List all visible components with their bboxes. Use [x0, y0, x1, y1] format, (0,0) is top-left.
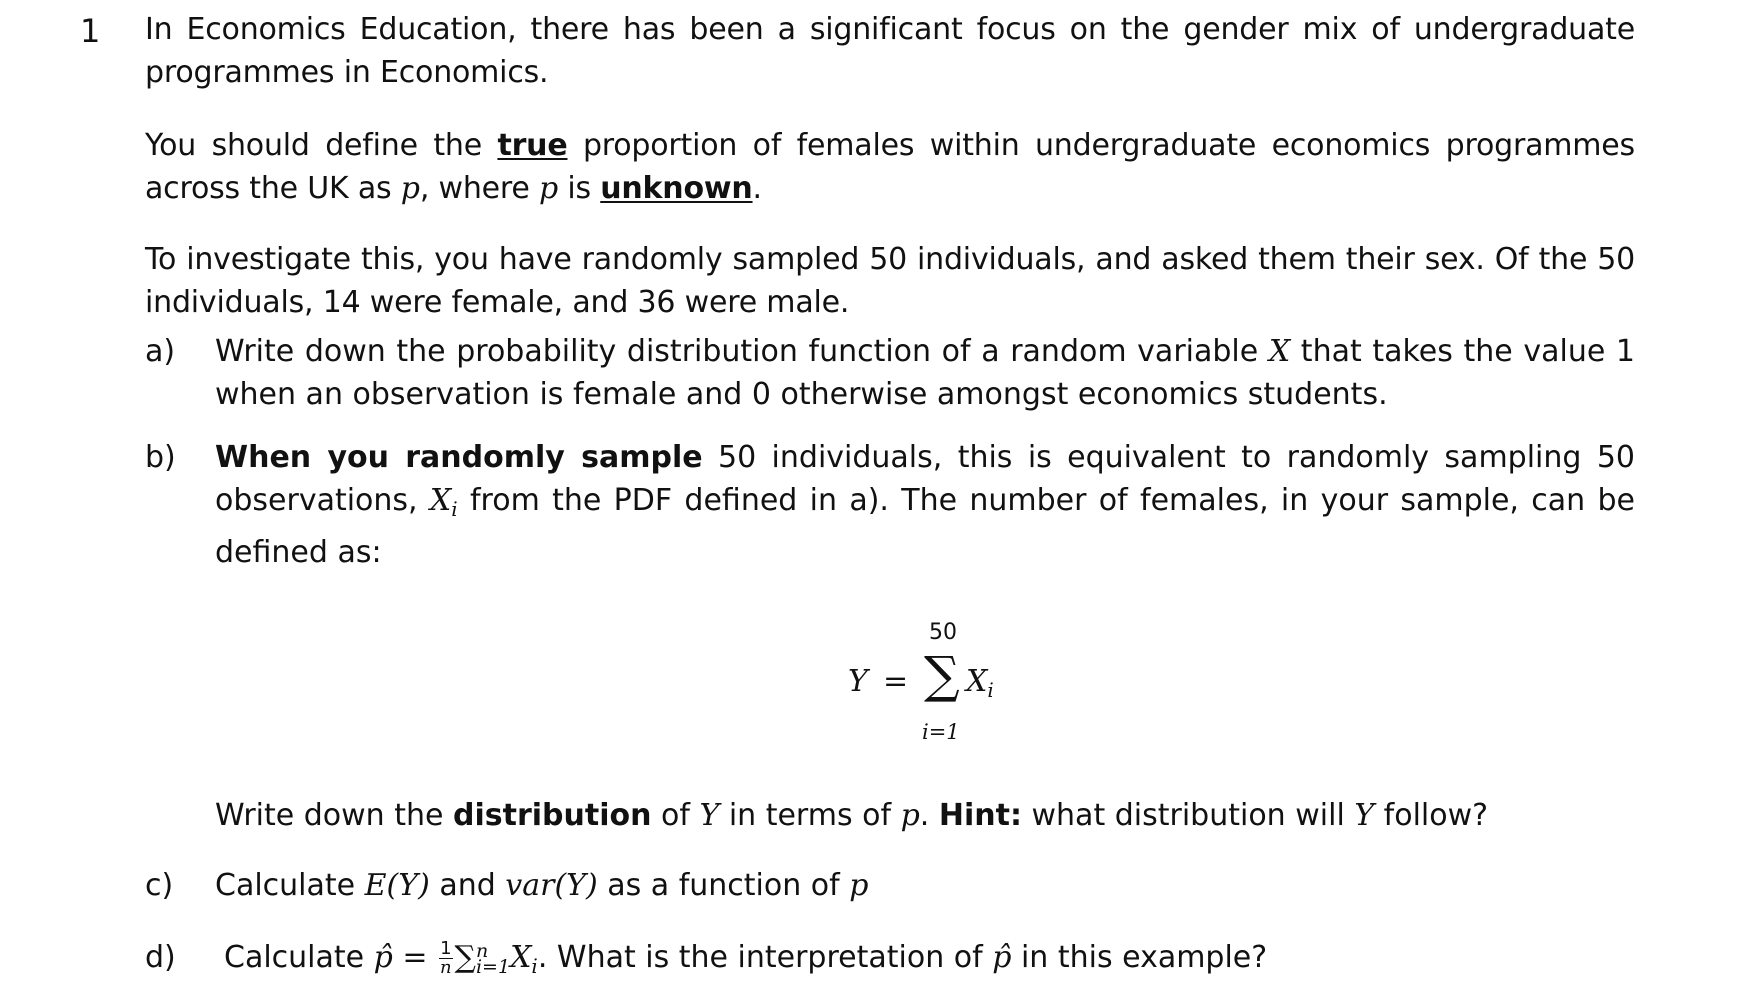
- true-word: true: [497, 128, 568, 163]
- p-symbol: p: [400, 171, 420, 206]
- fraction-numerator: 1: [440, 938, 452, 959]
- define-text: .: [752, 171, 762, 206]
- intro-paragraph: In Economics Education, there has been a significant focus on the gender mix of undergraduate programmes in Economics.: [145, 12, 1635, 90]
- follow-text: .: [919, 798, 939, 833]
- fraction-denominator: n: [440, 957, 452, 978]
- sigma-symbol: ∑: [454, 940, 476, 975]
- x-variable: X: [510, 940, 532, 975]
- investigate-paragraph: To investigate this, you have randomly sampled 50 individuals, and asked them their sex. Of the 50 individuals, 14 were female, and 36 were male.: [145, 242, 1635, 320]
- xi-variable: X: [429, 483, 452, 518]
- p-hat: p̂: [992, 940, 1012, 975]
- define-text: proportion of females within undergraduate economics programmes across the UK as: [145, 128, 1635, 206]
- sum-lower-limit: i=1: [475, 955, 511, 978]
- x-subscript: i: [531, 954, 538, 978]
- part-c-text: [215, 864, 1635, 907]
- part-b-text2: from the PDF defined in a). The number of females, in your sample, can be defined as:: [215, 483, 1635, 570]
- part-a-text1: Write down the probability distribution function of a random variable: [215, 334, 1269, 369]
- part-d-text2: . What is the interpretation of: [537, 940, 993, 975]
- define-text: , where: [419, 171, 539, 206]
- y-variable: Y: [699, 798, 720, 833]
- p-hat: p̂: [373, 940, 393, 975]
- hint-text: follow?: [1374, 798, 1489, 833]
- sum-lower-limit: i=1: [922, 720, 960, 744]
- hint-label: Hint:: [938, 798, 1022, 833]
- p-symbol: p: [900, 798, 920, 833]
- part-d-text3: in this example?: [1011, 940, 1268, 975]
- define-paragraph: [145, 124, 1635, 210]
- formula-equals: =: [883, 664, 909, 699]
- p-symbol: p: [849, 868, 869, 903]
- part-c-text3: as a function of: [597, 868, 850, 903]
- expectation-y: E(Y): [364, 868, 430, 903]
- part-b-text1: 50 individuals, this is equivalent to randomly sampling 50 observations,: [215, 440, 1635, 518]
- part-b-label: b): [145, 440, 176, 475]
- sum-upper-limit: n: [475, 939, 489, 962]
- part-a-text2: that takes the value 1 when an observation is female and 0 otherwise amongst economics students.: [215, 334, 1636, 412]
- follow-text: of: [651, 798, 700, 833]
- unknown-word: unknown: [600, 171, 753, 206]
- question-number: 1: [80, 12, 101, 50]
- sum-limits: [475, 939, 511, 978]
- follow-text: in terms of: [719, 798, 901, 833]
- xi-subscript: i: [451, 497, 458, 521]
- define-text: You should define the: [145, 128, 498, 163]
- part-d-text1: Calculate: [224, 940, 374, 975]
- part-b-follow-text: [215, 794, 1635, 837]
- part-b-bold: When you randomly sample: [215, 440, 703, 475]
- define-text: is: [557, 171, 601, 206]
- variance-y: var(Y): [505, 868, 598, 903]
- p-symbol: p: [538, 171, 558, 206]
- part-d-text: [224, 936, 1644, 988]
- y-variable: Y: [1354, 798, 1375, 833]
- part-b-text: [215, 436, 1635, 574]
- part-a-label: a): [145, 334, 176, 369]
- part-c-text1: Calculate: [215, 868, 365, 903]
- sigma-symbol: ∑: [924, 646, 960, 704]
- follow-text: Write down the: [215, 798, 453, 833]
- part-c-text2: and: [429, 868, 506, 903]
- formula-rhs-x: X: [966, 664, 988, 699]
- equals-sign: =: [392, 940, 438, 975]
- distribution-word: distribution: [453, 798, 652, 833]
- formula-rhs: [966, 664, 994, 702]
- sum-formula: [848, 620, 1008, 744]
- x-variable: X: [1268, 334, 1291, 369]
- fraction: [439, 940, 452, 977]
- part-a-text: [215, 330, 1635, 416]
- part-c-label: c): [145, 868, 174, 903]
- formula-rhs-sub: i: [987, 678, 994, 702]
- sum-upper-limit: 50: [929, 620, 957, 645]
- hint-text: what distribution will: [1021, 798, 1355, 833]
- formula-lhs: Y: [848, 664, 868, 699]
- part-d-label: d): [145, 940, 176, 975]
